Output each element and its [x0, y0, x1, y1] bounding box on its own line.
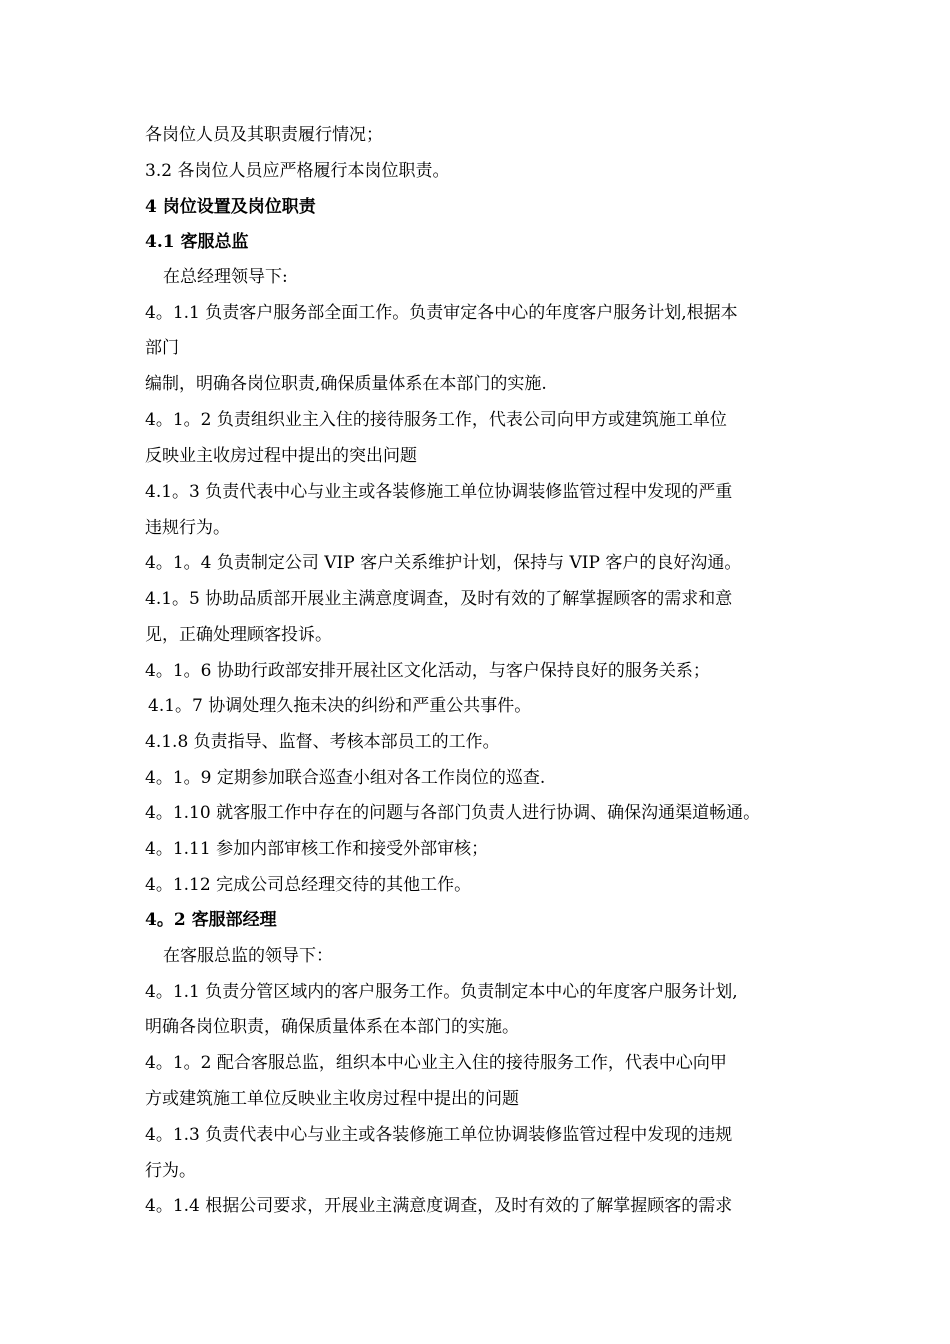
subsection-heading: 4。2 客服部经理: [145, 910, 277, 930]
text-line: 4.1。5 协助品质部开展业主满意度调查，及时有效的了解掌握顾客的需求和意: [145, 589, 733, 609]
text-line: 部门: [145, 338, 179, 358]
text-line: 4。1.1 负责分管区域内的客户服务工作。负责制定本中心的年度客户服务计划,: [145, 982, 738, 1002]
text-line: 在总经理领导下:: [163, 267, 288, 287]
text-line: 4。1。2 负责组织业主入住的接待服务工作，代表公司向甲方或建筑施工单位: [145, 410, 727, 430]
text-line: 4。1.4 根据公司要求，开展业主满意度调查，及时有效的了解掌握顾客的需求: [145, 1196, 733, 1216]
text-line: 方或建筑施工单位反映业主收房过程中提出的问题: [145, 1089, 519, 1109]
text-line: 4.1.8 负责指导、监督、考核本部员工的工作。: [145, 732, 500, 752]
text-line: 见，正确处理顾客投诉。: [145, 625, 332, 645]
text-line: 4。1。4 负责制定公司 VIP 客户关系维护计划，保持与 VIP 客户的良好沟通。: [145, 553, 742, 573]
text-line: 4.1。7 协调处理久拖未决的纠纷和严重公共事件。: [148, 696, 532, 716]
text-line: 在客服总监的领导下：: [163, 946, 333, 966]
section-heading: 4 岗位设置及岗位职责: [145, 197, 316, 217]
subsection-heading: 4.1 客服总监: [145, 232, 249, 252]
text-line: 4。1.11 参加内部审核工作和接受外部审核；: [145, 839, 489, 859]
text-line: 4。1.12 完成公司总经理交待的其他工作。: [145, 875, 472, 895]
text-line: 3.2 各岗位人员应严格履行本岗位职责。: [145, 161, 450, 181]
text-line: 4.1。3 负责代表中心与业主或各装修施工单位协调装修监管过程中发现的严重: [145, 482, 733, 502]
text-line: 反映业主收房过程中提出的突出问题: [145, 446, 417, 466]
text-line: 违规行为。: [145, 518, 230, 538]
text-line: 4。1.3 负责代表中心与业主或各装修施工单位协调装修监管过程中发现的违规: [145, 1125, 733, 1145]
text-line: 4。1。9 定期参加联合巡查小组对各工作岗位的巡查.: [145, 768, 546, 788]
text-line: 各岗位人员及其职责履行情况；: [145, 125, 383, 145]
text-line: 4。1.1 负责客户服务部全面工作。负责审定各中心的年度客户服务计划,根据本: [145, 303, 738, 323]
text-line: 4。1。6 协助行政部安排开展社区文化活动，与客户保持良好的服务关系；: [145, 661, 710, 681]
text-line: 行为。: [145, 1161, 196, 1181]
text-line: 编制，明确各岗位职责,确保质量体系在本部门的实施.: [145, 374, 547, 394]
text-line: 4。1。2 配合客服总监，组织本中心业主入住的接待服务工作，代表中心向甲: [145, 1053, 727, 1073]
text-line: 明确各岗位职责，确保质量体系在本部门的实施。: [145, 1017, 519, 1037]
text-line: 4。1.10 就客服工作中存在的问题与各部门负责人进行协调、确保沟通渠道畅通。: [145, 803, 761, 823]
